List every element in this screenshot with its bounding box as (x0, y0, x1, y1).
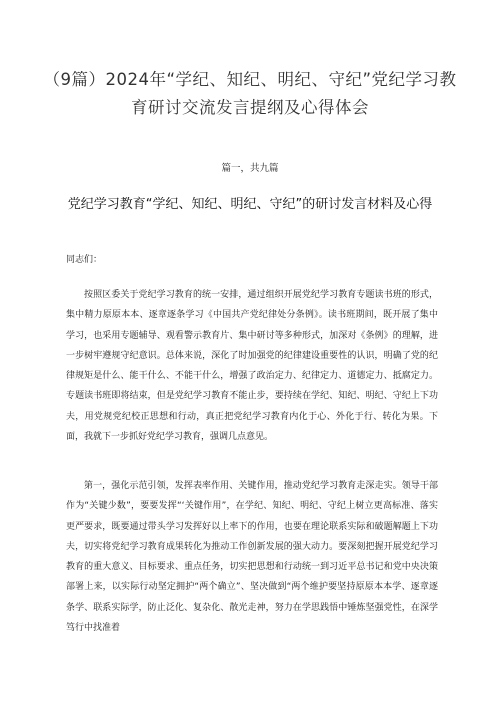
document-title: （9篇）2024年“学纪、知纪、明纪、守纪”党纪学习教育研讨交流发言提纲及心得体会 (43, 70, 457, 117)
section-label: 篇一，共九篇 (221, 163, 279, 174)
body-paragraph: 第一，强化示范引领，发挥表率作用、关键作用，推动党纪学习教育走深走实。领导干部作为“关键少数”，要要发挥“‘关键作用”，在学纪、知纪、明纪、守纪上树立更高标准、落实更严要求，既要通过带头学习发挥好以上率下的作用，也要在理论联系实际和破题解题上下功夫，切实将党纪学习教育成果转化为推动工作创新发展的强大动力。要深刻把握开展党纪学习教育的重大意义、目标要求、重点任务，切实把思想和行动统一到习近平总书记和党中央决策部署上来，以实际行动坚定拥护“两个确立”、坚决做到“两个维护要坚持原原本本学、逐章逐条学、联系实际学，防止泛化、复杂化、散光走神，努力在学思践悟中锤炼坚强党性，在深学笃行中找准着 (66, 481, 438, 634)
article-title: 党纪学习教育“学纪、知纪、明纪、守纪”的研讨发言材料及心得 (67, 197, 433, 212)
salutation: 同志们： (66, 255, 103, 265)
body-paragraph: 按照区委关于党纪学习教育的统一安排，通过组织开展党纪学习教育专题读书班的形式，集中精力原原本本、逐章逐条学习《中国共产党纪律处分条例》。读书班期间，既开展了集中学习，也采用专题辅导、观看警示教育片、集中研讨等多种形式，加深对《条例》的理解，进一步树牢遵规守纪意识。总体来说，深化了时加强党的纪律建设重要性的认识，明确了党的纪律规矩是什么、能干什么、不能干什么，增强了政治定力、纪律定力、道德定力、抵腐定力。专题读书班即将结束，但是党纪学习教育不能止步，要持续在学纪、知纪、明纪、守纪上下功夫，用党规党纪校正思想和行动，真正把党纪学习教育内化于心、外化于行、转化为果。下面，我就下一步抓好党纪学习教育，强调几点意见。 (66, 290, 438, 443)
